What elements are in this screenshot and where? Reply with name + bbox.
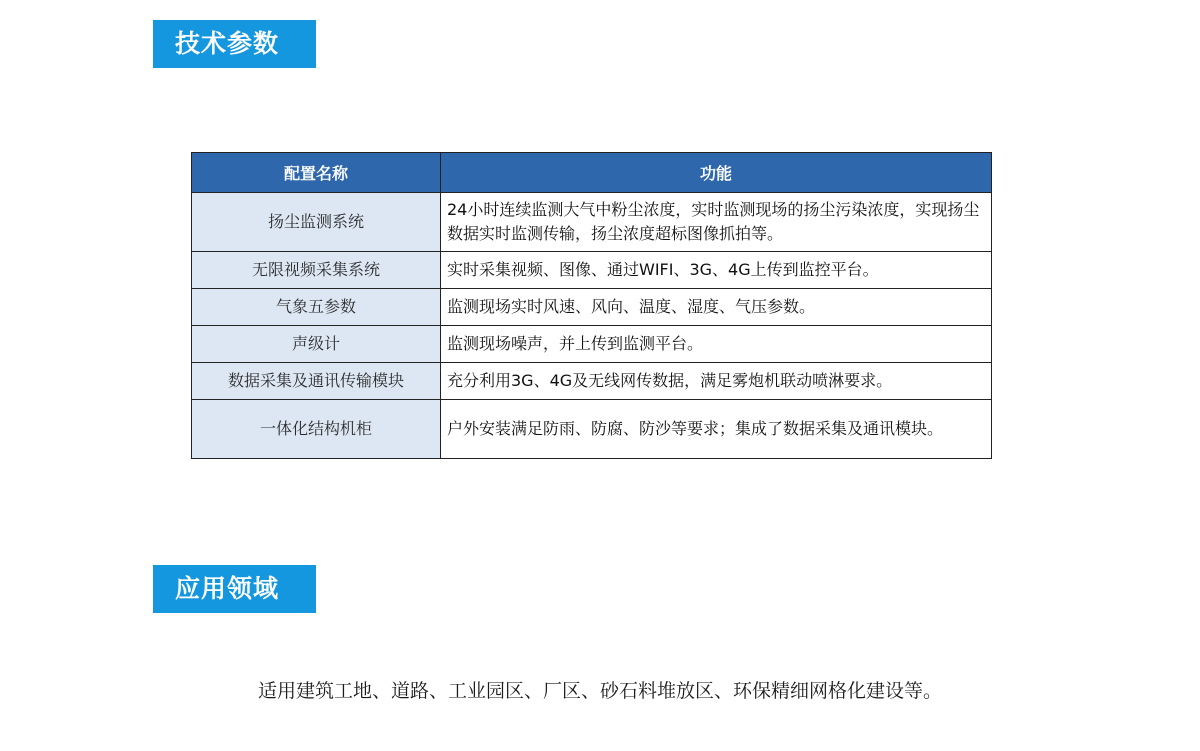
config-name-cell: 声级计 <box>192 326 441 363</box>
function-cell: 24小时连续监测大气中粉尘浓度，实时监测现场的扬尘污染浓度，实现扬尘数据实时监测传输，扬尘浓度超标图像抓拍等。 <box>441 193 992 252</box>
config-name-cell: 一体化结构机柜 <box>192 400 441 459</box>
function-cell: 监测现场噪声，并上传到监测平台。 <box>441 326 992 363</box>
config-name-cell: 气象五参数 <box>192 289 441 326</box>
table-row <box>192 363 992 400</box>
table-row <box>192 193 992 252</box>
table-row <box>192 252 992 289</box>
table-row <box>192 326 992 363</box>
function-cell: 充分利用3G、4G及无线网传数据，满足雾炮机联动喷淋要求。 <box>441 363 992 400</box>
table-row <box>192 400 992 459</box>
header-config-name: 配置名称 <box>192 153 441 193</box>
function-cell: 监测现场实时风速、风向、温度、湿度、气压参数。 <box>441 289 992 326</box>
specs-section-title: 技术参数 <box>153 20 316 68</box>
config-name-cell: 数据采集及通讯传输模块 <box>192 363 441 400</box>
header-function: 功能 <box>441 153 992 193</box>
config-name-cell: 无限视频采集系统 <box>192 252 441 289</box>
application-description: 适用建筑工地、道路、工业园区、厂区、砂石料堆放区、环保精细网格化建设等。 <box>257 680 942 702</box>
applications-section-title: 应用领域 <box>153 565 316 613</box>
table-header-row <box>192 153 992 193</box>
spec-table <box>191 152 992 459</box>
table-row <box>192 289 992 326</box>
function-cell: 户外安装满足防雨、防腐、防沙等要求；集成了数据采集及通讯模块。 <box>441 400 992 459</box>
function-cell: 实时采集视频、图像、通过WIFI、3G、4G上传到监控平台。 <box>441 252 992 289</box>
config-name-cell: 扬尘监测系统 <box>192 193 441 252</box>
